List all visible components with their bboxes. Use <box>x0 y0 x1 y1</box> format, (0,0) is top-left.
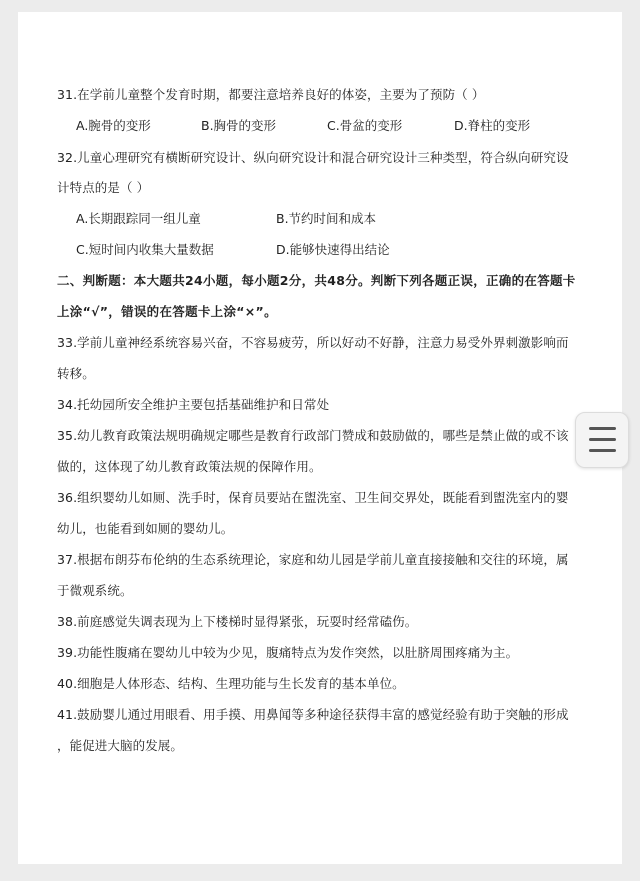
question-38-line1: 38.前庭感觉失调表现为上下楼梯时显得紧张，玩耍时经常磕伤。 <box>57 614 418 629</box>
section-2-heading-line2: 上涂“√”，错误的在答题卡上涂“×”。 <box>57 304 277 319</box>
question-41-line2: ，能促进大脑的发展。 <box>57 738 184 753</box>
question-40-line1: 40.细胞是人体形态、结构、生理功能与生长发育的基本单位。 <box>57 676 405 691</box>
question-33-line1: 33.学前儿童神经系统容易兴奋，不容易疲劳，所以好动不好静，注意力易受外界刺激影响而 <box>57 335 569 350</box>
question-39-line1: 39.功能性腹痛在婴幼儿中较为少见，腹痛特点为发作突然，以肚脐周围疼痛为主。 <box>57 645 519 660</box>
question-37-line2: 于微观系统。 <box>57 583 133 598</box>
menu-button[interactable] <box>575 412 629 468</box>
question-32-option-d: D.能够快速得出结论 <box>276 242 390 257</box>
question-31-option-a: A.腕骨的变形 <box>76 118 151 133</box>
question-31-option-c: C.骨盆的变形 <box>327 118 403 133</box>
question-36-line2: 幼儿，也能看到如厕的婴幼儿。 <box>57 521 234 536</box>
question-32-stem-line1: 32.儿童心理研究有横断研究设计、纵向研究设计和混合研究设计三种类型，符合纵向研究设 <box>57 150 569 165</box>
question-34-line1: 34.托幼园所安全维护主要包括基础维护和日常处 <box>57 397 330 412</box>
question-36-line1: 36.组织婴幼儿如厕、洗手时，保育员要站在盥洗室、卫生间交界处，既能看到盥洗室内的婴 <box>57 490 569 505</box>
question-37-line1: 37.根据布朗芬布伦纳的生态系统理论，家庭和幼儿园是学前儿童直接接触和交往的环境，属 <box>57 552 569 567</box>
section-2-heading-line1: 二、判断题：本大题共24小题，每小题2分，共48分。判断下列各题正误，正确的在答题卡 <box>57 273 576 288</box>
question-41-line1: 41.鼓励婴儿通过用眼看、用手摸、用鼻闻等多种途径获得丰富的感觉经验有助于突触的形成 <box>57 707 569 722</box>
question-35-line1: 35.幼儿教育政策法规明确规定哪些是教育行政部门赞成和鼓励做的，哪些是禁止做的或不该 <box>57 428 569 443</box>
question-31-option-b: B.胸骨的变形 <box>201 118 277 133</box>
question-32-stem-line2: 计特点的是（ ） <box>57 180 150 195</box>
question-32-option-a: A.长期跟踪同一组儿童 <box>76 211 201 226</box>
question-33-line2: 转移。 <box>57 366 95 381</box>
question-32-option-c: C.短时间内收集大量数据 <box>76 242 214 257</box>
question-31-option-d: D.脊柱的变形 <box>454 118 531 133</box>
question-31-stem: 31.在学前儿童整个发育时期，都要注意培养良好的体姿，主要为了预防（ ） <box>57 87 485 102</box>
question-35-line2: 做的，这体现了幼儿教育政策法规的保障作用。 <box>57 459 322 474</box>
question-32-option-b: B.节约时间和成本 <box>276 211 377 226</box>
